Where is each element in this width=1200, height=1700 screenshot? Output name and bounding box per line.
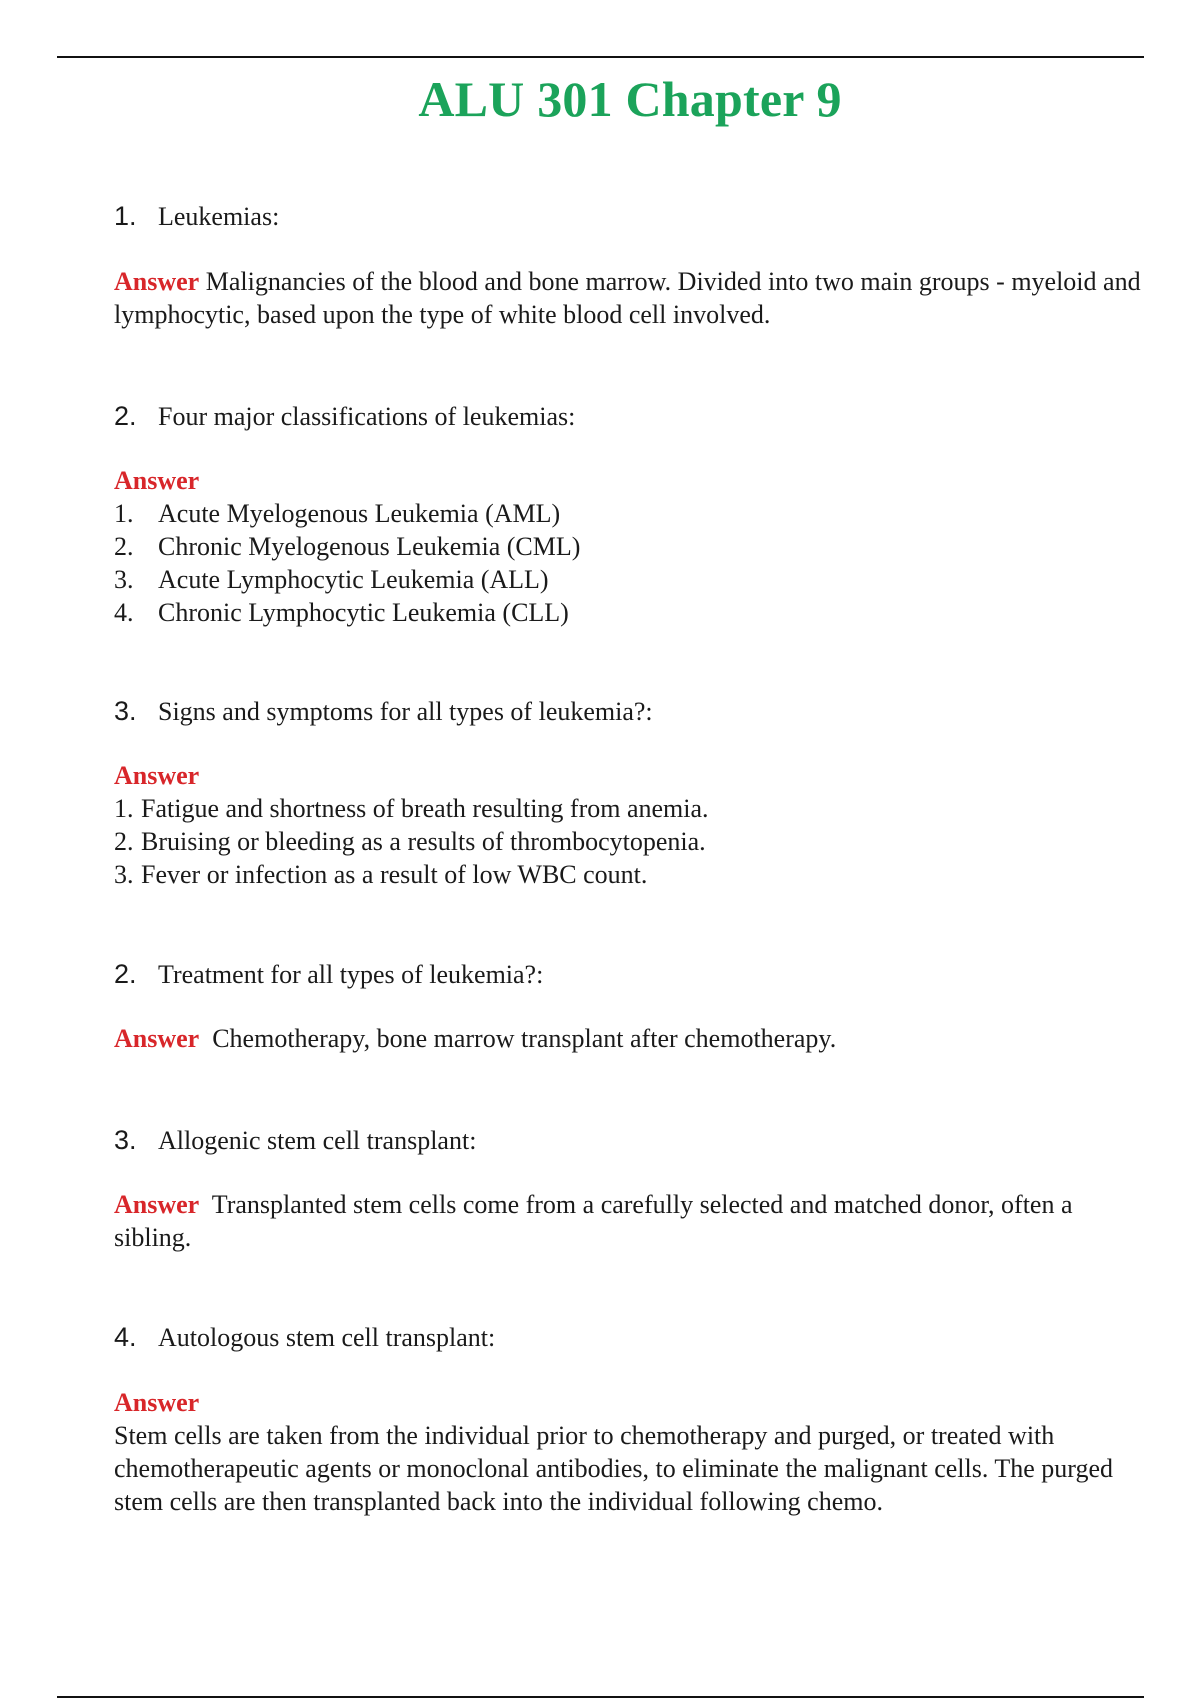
bottom-rule [57,1696,1144,1698]
question-text: Allogenic stem cell transplant: [158,1126,477,1155]
answer-text: Malignancies of the blood and bone marrow. Divided into two main groups - myeloid and lymphocytic, based upon the type of white blood cell involved. [114,267,1141,329]
list-item-text: Fever or infection as a result of low WBC count. [141,860,648,889]
list-item-number: 2. [114,532,134,561]
question-2 [114,400,575,433]
answer-list [114,497,1144,629]
answer-label: Answer [114,267,200,296]
list-item-number: 1. [114,794,134,823]
answer-5 [114,1188,1144,1254]
answer-label: Answer [114,466,200,495]
question-4 [114,958,543,991]
top-rule [57,56,1144,58]
question-number: 4. [114,1322,137,1352]
question-1 [114,200,279,233]
list-item-text: Acute Lymphocytic Leukemia (ALL) [158,565,549,594]
answer-4 [114,1022,1144,1055]
list-item [114,825,1144,858]
answer-text: Stem cells are taken from the individual prior to chemotherapy and purged, or treated with chemotherapeutic agents or monoclonal antibodies, to eliminate the malignant cells. The purged stem cells are then transplanted back into the individual following chemo. [114,1421,1114,1516]
answer-label: Answer [114,1024,200,1053]
answer-text: Transplanted stem cells come from a carefully selected and matched donor, often a sibling. [114,1190,1073,1252]
answer-label: Answer [114,761,200,790]
list-item-text: Chronic Lymphocytic Leukemia (CLL) [158,598,569,627]
list-item-text: Acute Myelogenous Leukemia (AML) [158,499,561,528]
answer-label: Answer [114,1388,200,1417]
answer-text: Chemotherapy, bone marrow transplant after chemotherapy. [212,1024,837,1053]
question-3 [114,695,653,728]
answer-label: Answer [114,1190,200,1219]
answer-3 [114,759,1144,891]
list-item [114,563,1144,596]
list-item-text: Bruising or bleeding as a results of thrombocytopenia. [141,827,706,856]
question-number: 3. [114,696,137,726]
list-item [114,792,1144,825]
question-text: Treatment for all types of leukemia?: [158,960,544,989]
answer-2 [114,464,1144,629]
list-item [114,858,1144,891]
list-item-number: 2. [114,827,134,856]
question-text: Autologous stem cell transplant: [158,1323,496,1352]
question-6 [114,1321,495,1354]
question-text: Signs and symptoms for all types of leukemia?: [158,697,653,726]
question-number: 1. [114,201,137,231]
list-item-number: 4. [114,598,134,627]
list-item-text: Fatigue and shortness of breath resulting from anemia. [141,794,709,823]
answer-1 [114,265,1144,331]
page-title: ALU 301 Chapter 9 [418,71,842,127]
list-item-number: 3. [114,565,134,594]
question-number: 2. [114,401,137,431]
question-text: Leukemias: [158,202,280,231]
list-item [114,497,1144,530]
question-5 [114,1124,476,1157]
answer-6 [114,1386,1144,1518]
question-text: Four major classifications of leukemias: [158,402,576,431]
list-item-text: Chronic Myelogenous Leukemia (CML) [158,532,581,561]
question-number: 2. [114,959,137,989]
list-item [114,530,1144,563]
question-number: 3. [114,1125,137,1155]
list-item-number: 3. [114,860,134,889]
list-item-number: 1. [114,499,134,528]
answer-list [114,792,1144,891]
list-item [114,596,1144,629]
